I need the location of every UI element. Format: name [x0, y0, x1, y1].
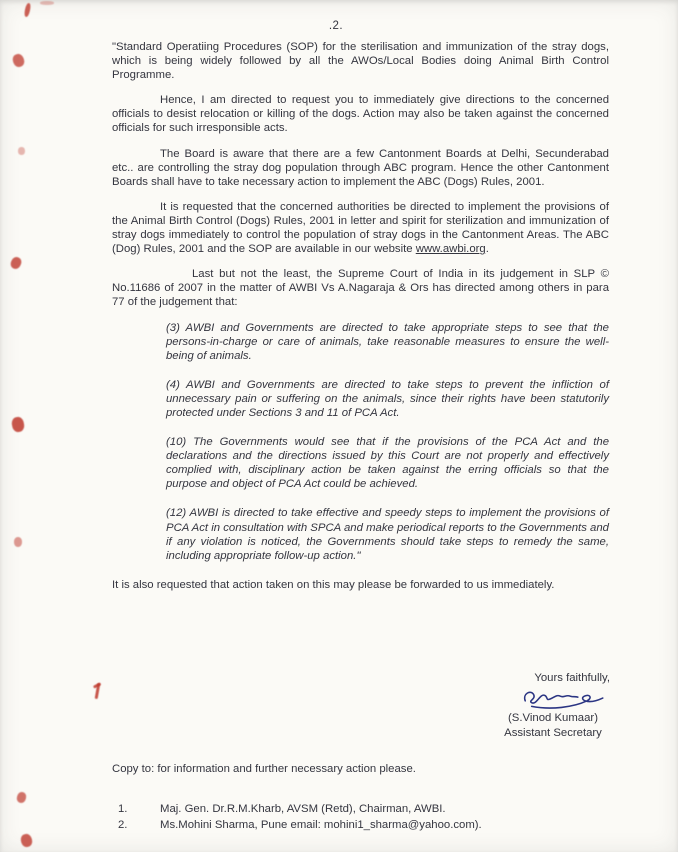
signatory-title: Assistant Secretary: [504, 727, 602, 739]
red-pen-mark: [16, 791, 28, 804]
red-pen-mark: [14, 537, 22, 547]
red-pen-mark: [40, 1, 54, 5]
paragraph-supreme-court: Last but not the least, the Supreme Court of India in its judgement in SLP © No.11686 of 2007 in the matter of AWBI Vs A.Nagaraja & Ors has directed among others in para 77 of the judgement that:: [112, 268, 609, 309]
paragraph-sop: "Standard Operatiing Procedures (SOP) for the sterilisation and immunization of the stray dogs, which is being widely followed by all the AWOs/Local Bodies doing Animal Birth Control Programme.: [112, 41, 609, 82]
paragraph-text: It is requested that the concerned authorities be directed to implement the provisions of the Animal Birth Control (Dogs) Rules, 2001 in letter and spirit for sterilization and immunization of stray dogs immediately to control the population of stray dogs in the Cantonment Areas. The ABC (Dog) Rules, 2001 and the SOP are available in our website: [112, 200, 609, 256]
signature-block: [494, 671, 612, 741]
paragraph-text: .: [485, 243, 489, 256]
quote-para-10: (10) The Governments would see that if the provisions of the PCA Act and the declarations and the directions issued by this Court are not properly and effectively complied with, disciplinary action be taken against the erring officials so that the purpose and object of PCA Act could be achieved.: [166, 436, 609, 491]
list-item: [118, 801, 588, 817]
signatory-name: (S.Vinod Kumaar): [508, 712, 598, 724]
quote-para-3: (3) AWBI and Governments are directed to take appropriate steps to see that the persons-in-charge or care of animals, take reasonable measures to ensure the well-being of animals.: [166, 321, 609, 362]
list-item-text: Ms.Mohini Sharma, Pune email: mohini1_sharma@yahoo.com).: [160, 819, 482, 831]
red-pen-mark: [11, 53, 26, 69]
paragraph-closing: It is also requested that action taken on this may please be forwarded to us immediately.: [112, 578, 555, 591]
paragraph-abc-rules-website: [112, 200, 609, 256]
red-pen-mark: [24, 3, 32, 18]
website-link: www.awbi.org: [415, 243, 486, 256]
list-item-number: 2.: [118, 819, 128, 831]
quote-para-4: (4) AWBI and Governments are directed to take steps to prevent the infliction of unnecessary pain or suffering on the animals, since their rights have been statutorily protected under Sections 3 and 11 of PCA Act.: [166, 378, 609, 419]
red-pen-mark: [11, 416, 25, 433]
letter-body: [112, 40, 609, 592]
red-pen-mark: [20, 833, 34, 848]
list-item: [118, 817, 588, 833]
judgement-quotes: [112, 321, 609, 563]
handwritten-signature: [516, 687, 612, 711]
paragraph-cantonment-boards: The Board is aware that there are a few Cantonment Boards at Delhi, Secunderabad etc.. are controlling the stray dog population through ABC program. Hence the other Cantonment Boards shall have to take necessary action to implement the ABC (Dogs) Rules, 2001.: [112, 147, 609, 188]
page-number: .2.: [328, 20, 344, 32]
copy-to-heading: Copy to: for information and further necessary action please.: [112, 763, 416, 775]
list-item-text: Maj. Gen. Dr.R.M.Kharb, AVSM (Retd), Chairman, AWBI.: [160, 803, 446, 815]
paragraph-request-directions: Hence, I am directed to request you to immediately give directions to the concerned officials to desist relocation or killing of the dogs. Action may also be taken against the concerned officials for such irresponsible acts.: [112, 94, 609, 135]
copy-to-list: [118, 801, 588, 833]
list-item-number: 1.: [118, 803, 128, 815]
red-pen-mark: [18, 147, 25, 155]
quote-para-12: (12) AWBI is directed to take effective and speedy steps to implement the provisions of PCA Act in consultation with SPCA and make periodical reports to the Governments and if any violation is noticed, the Governments should take steps to remedy the same, including appropriate follow-up action.": [166, 507, 609, 562]
valediction: Yours faithfully,: [534, 672, 610, 684]
red-pen-mark: [9, 255, 23, 270]
red-pen-tick: [92, 682, 104, 700]
